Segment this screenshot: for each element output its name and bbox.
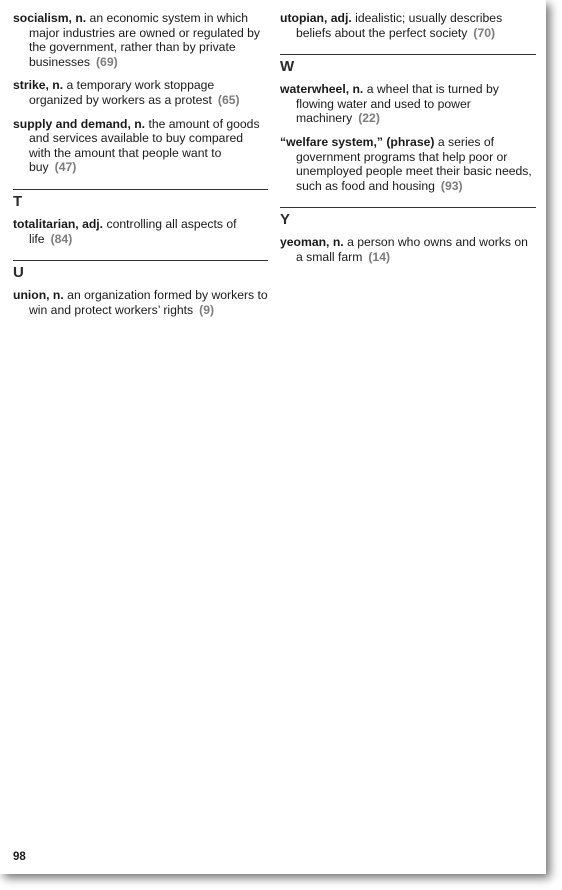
entry-term: supply and demand, n. <box>13 116 146 131</box>
section-divider <box>280 54 536 55</box>
entry-definition: a series of government programs that help poor or unemployed people meet their basic needs, such as food and housing <box>296 134 532 193</box>
glossary-entry-waterwheel <box>280 82 536 126</box>
entry-page-reference: (14) <box>368 249 391 264</box>
entry-page-reference: (9) <box>199 302 215 317</box>
entry-term: utopian, adj. <box>280 11 352 25</box>
glossary-entry-yeoman <box>280 235 536 264</box>
entry-page-reference: (47) <box>54 160 77 175</box>
glossary-entry-strike <box>13 78 268 107</box>
section-letter-t: T <box>13 192 23 210</box>
entry-definition: a person who owns and works on a small farm <box>296 235 528 264</box>
left-column <box>13 11 268 326</box>
entry-term: totalitarian, adj. <box>13 216 104 231</box>
glossary-entry-supply-and-demand <box>13 117 268 175</box>
entry-page-reference: (93) <box>440 178 463 193</box>
entry-definition: a temporary work stoppage organized by workers as a protest <box>29 78 215 107</box>
glossary-entry-utopian <box>280 11 536 40</box>
section-divider <box>13 260 268 261</box>
entry-definition: a wheel that is turned by flowing water and used to power machinery <box>296 82 499 126</box>
entry-term: union, n. <box>13 288 64 303</box>
entry-page-reference: (69) <box>95 54 118 69</box>
section-letter-u: U <box>13 264 24 282</box>
entry-page-reference: (65) <box>217 92 240 107</box>
entry-term: socialism, n. <box>13 11 87 25</box>
section-letter-w: W <box>280 58 295 76</box>
entry-term: waterwheel, n. <box>280 82 364 97</box>
glossary-entry-welfare-system <box>280 135 536 193</box>
glossary-entry-totalitarian <box>13 217 268 246</box>
page-number: 98 <box>13 851 26 863</box>
entry-term: “welfare system,” (phrase) <box>280 134 435 149</box>
entry-definition: an organization formed by workers to win and protect workers’ rights <box>29 288 268 317</box>
entry-term: strike, n. <box>13 78 64 93</box>
glossary-entry-socialism <box>13 11 268 69</box>
entry-definition: the amount of goods and services available to buy compared with the amount that people want to buy <box>29 116 260 175</box>
entry-definition: idealistic; usually describes beliefs about the perfect society <box>296 11 503 40</box>
entry-definition: controlling all aspects of life <box>29 216 237 246</box>
section-divider <box>280 207 536 208</box>
section-letter-y: Y <box>280 211 291 229</box>
entry-term: yeoman, n. <box>280 235 344 250</box>
glossary-entry-union <box>13 288 268 317</box>
entry-page-reference: (70) <box>473 25 496 40</box>
entry-page-reference: (22) <box>358 111 380 126</box>
entry-definition: an economic system in which major industries are owned or regulated by the government, rather than by private businesses <box>29 11 261 69</box>
entry-page-reference: (84) <box>50 231 73 246</box>
section-divider <box>13 189 268 190</box>
right-column <box>280 11 536 274</box>
